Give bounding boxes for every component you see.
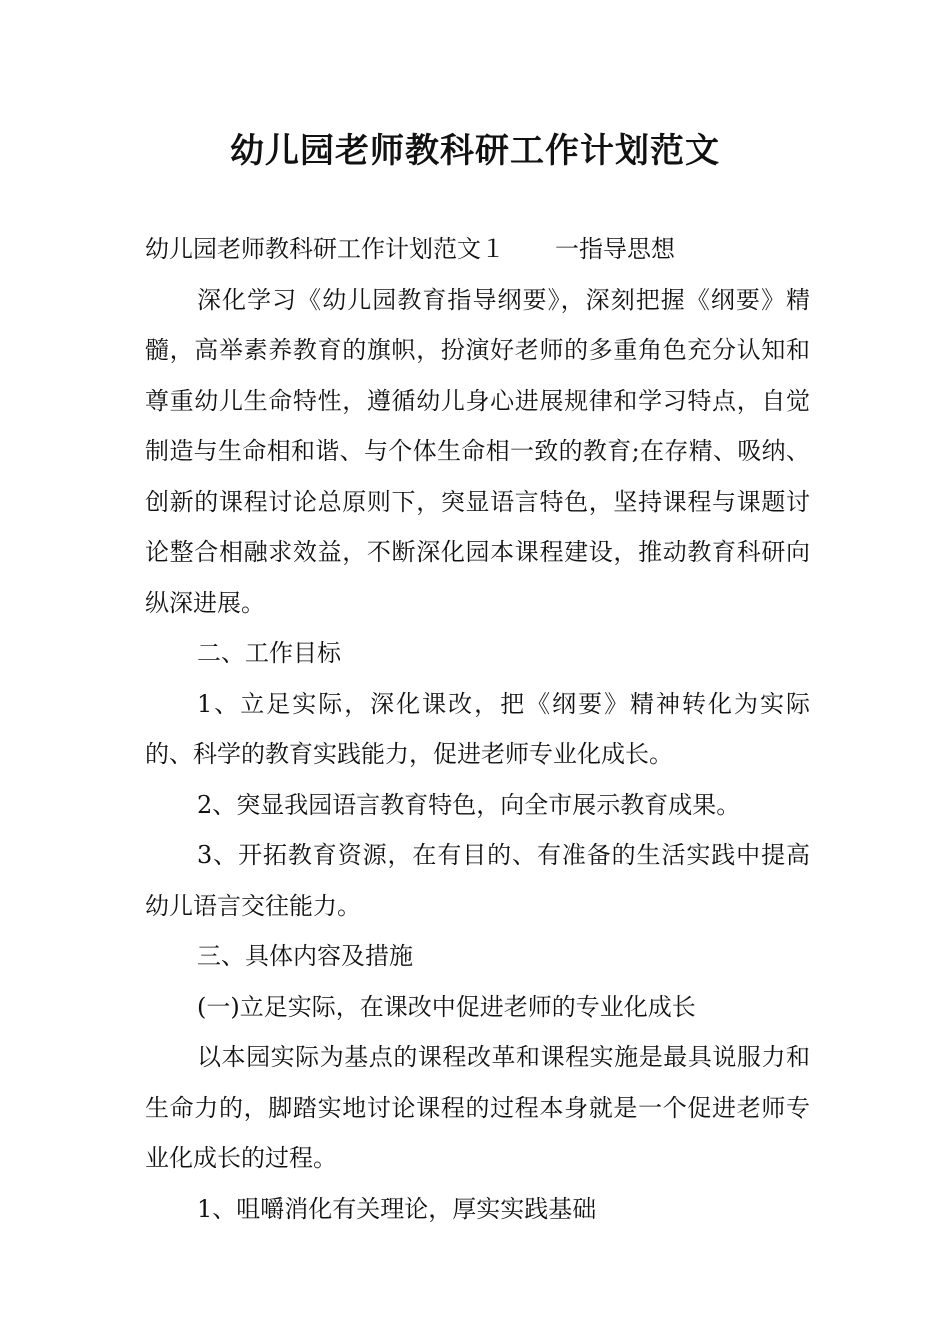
intro-heading: 幼儿园老师教科研工作计划范文１ [145, 235, 505, 263]
paragraph-guiding-ideology: 深化学习《幼儿园教育指导纲要》，深刻把握《纲要》精髓，高举素养教育的旗帜，扮演好老师的多重角色充分认知和尊重幼儿生命特性，遵循幼儿身心进展规律和学习特点，自觉制造与生命相和谐、与个体生命相一致的教育;在存精、吸纳、创新的课程讨论总原则下，突显语言特色，坚持课程与课题讨论整合相融求效益，不断深化园本课程建设，推动教育科研向纵深进展。 [145, 285, 810, 617]
measure-item-1: 1、咀嚼消化有关理论，厚实实践基础 [197, 1194, 597, 1223]
goal-item-3: 3、开拓教育资源，在有目的、有准备的生活实践中提高幼儿语言交往能力。 [145, 841, 810, 920]
goal-item-1: 1、立足实际，深化课改，把《纲要》精神转化为实际的、科学的教育实践能力，促进老师专业化成长。 [145, 689, 810, 768]
paragraph-curriculum-reform: 以本园实际为基点的课程改革和课程实施是最具说服力和生命力的，脚踏实地讨论课程的过程本身就是一个促进老师专业化成长的过程。 [145, 1043, 810, 1172]
section1-heading: 一指导思想 [555, 235, 675, 263]
document-title: 幼儿园老师教科研工作计划范文 [230, 131, 720, 171]
document-body [145, 224, 810, 1234]
goal-item-2: 2、突显我园语言教育特色，向全市展示教育成果。 [197, 790, 741, 819]
intro-line [145, 224, 810, 275]
section-heading-measures: 三、具体内容及措施 [197, 942, 413, 970]
section-heading-goals: 二、工作目标 [197, 639, 341, 667]
subsection-heading-1: (一)立足实际，在课改中促进老师的专业化成长 [197, 992, 696, 1021]
